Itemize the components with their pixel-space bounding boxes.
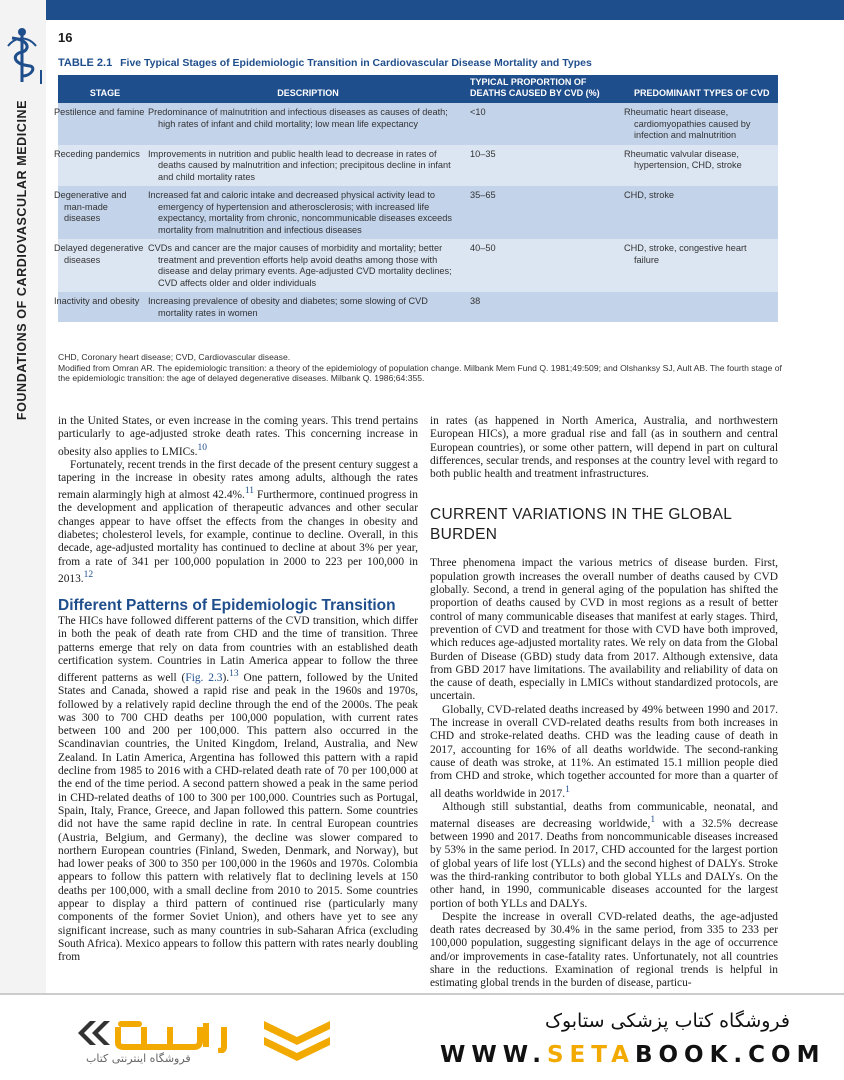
- cell-stage: Receding pandemics: [58, 145, 152, 187]
- paragraph-text: in the United States, or even increase in the coming years. This trend pertains particularly to age-adjusted stroke death rates. This concerning increase in obesity also applies to LMICs.: [58, 415, 418, 458]
- table-caption: [58, 57, 592, 69]
- page-number: 16: [58, 30, 73, 45]
- paragraph: [430, 704, 778, 801]
- heading-line: BURDEN: [430, 526, 498, 544]
- paragraph: [58, 459, 418, 586]
- cell-types: Rheumatic valvular disease, hypertension, CHD, stroke: [628, 145, 778, 187]
- cell-description: Increased fat and caloric intake and decreased physical activity lead to emergency of hypertension and atherosclerosis; with increased life expectancy, mortality from chronic, noncommunicable diseases exceeds mortality from malnutrition and infectious diseases: [152, 186, 464, 239]
- heading-line: CURRENT VARIATIONS IN THE GLOBAL: [430, 506, 733, 524]
- shop-url[interactable]: [440, 1042, 826, 1068]
- cell-description: Predominance of malnutrition and infectious diseases as causes of death; high rates of infant and child mortality; low mean life expectancy: [152, 103, 464, 145]
- caduceus-logo-icon: [2, 26, 42, 86]
- table-row: [58, 186, 778, 239]
- cell-description: Increasing prevalence of obesity and diabetes; some slowing of CVD mortality rates in women: [152, 292, 464, 322]
- citation[interactable]: 11: [244, 486, 255, 497]
- paragraph: [58, 615, 418, 965]
- paragraph: Despite the increase in overall CVD-related deaths, the age-adjusted death rates decreased by 30.4% in the same period, from 335 to 233 per 100,000 population, suggesting significant delays in the age of occurrence and/or improvements in case-fatality rates. Unfortunately, not all countries share in the reductions. Examination of regional trends is helpful in estimating global trends in the burden of disease, particu-: [430, 910, 778, 990]
- header-proportion-line1: TYPICAL PROPORTION OF: [470, 77, 587, 87]
- paragraph-text: Although still substantial, deaths from communicable, neonatal, and maternal diseases are decreasing worldwide,: [430, 800, 778, 830]
- table-title: Five Typical Stages of Epidemiologic Transition in Cardiovascular Disease Mortality and Types: [120, 57, 592, 69]
- chevron-stack-icon: [262, 1015, 332, 1065]
- paragraph-text: Furthermore, continued progress in the development and application of therapeutic advances and other secular changes appear to have offset the effects from the changes in obesity and diabetes; cholesterol levels, for example, continue to decline. Overall, in this decade, age-adjusted mortality has continued to decline at about 3% per year, from a rate of 341 per 100,000 population in 2000 to 223 per 100,000 in 2013.: [58, 489, 419, 585]
- cell-types: CHD, stroke, congestive heart failure: [628, 239, 778, 292]
- footnote-source: Modified from Omran AR. The epidemiologic transition: a theory of the epidemiology of population change. Milbank Mem Fund Q. 1981;49:509; and Olshanksy SJ, Ault AB. The fourth stage of the epidemiologic transition: the age of delayed degenerative diseases. Milbank Q. 1986;64:355.: [58, 362, 782, 384]
- shop-name: فروشگاه کتاب پزشکی ستابوک: [544, 1010, 790, 1032]
- table-row: [58, 145, 778, 187]
- cell-types: CHD, stroke: [628, 186, 778, 239]
- cell-proportion: <10: [464, 103, 628, 145]
- cell-types: [628, 292, 778, 322]
- citation[interactable]: 12: [83, 569, 94, 580]
- cell-description: Improvements in nutrition and public health lead to decrease in rates of deaths caused by malnutrition and infection; precipitous decline in infant and child mortality rates: [152, 145, 464, 187]
- side-tick: [40, 70, 42, 84]
- section-side-title-text: FOUNDATIONS OF CARDIOVASCULAR MEDICINE: [15, 99, 29, 421]
- paragraph-text: with a 32.5% decrease between 1990 and 2017. Deaths from noncommunicable diseases increased by 53% in the same period. In 2017, CHD accounted for the largest portion of global years of life lost (YLLs) and the second highest of DALYs. Stroke was the third-ranking contributor to both global YLLs and DALYs. On the other hand, in 1990, communicable diseases accounted for the largest portion of both YLLs and DALYs.: [430, 817, 778, 910]
- cell-proportion: 10–35: [464, 145, 628, 187]
- paragraph-text: Fortunately, recent trends in the first decade of the present century suggest a tapering in the increase in obesity rates among adults, although the rates remain alarmingly high at almost 42.4%.: [58, 458, 418, 502]
- footnote-abbreviations: CHD, Coronary heart disease; CVD, Cardiovascular disease.: [58, 352, 291, 362]
- epidemiologic-transition-table: [54, 75, 778, 322]
- paragraph: [430, 801, 778, 911]
- url-prefix: WWW.: [440, 1042, 547, 1068]
- cell-proportion: 38: [464, 292, 628, 322]
- top-color-bar: [0, 0, 844, 20]
- figure-link[interactable]: Fig. 2.3: [185, 671, 223, 684]
- header-description: DESCRIPTION: [152, 75, 464, 103]
- header-stage: STAGE: [58, 75, 152, 103]
- citation[interactable]: 13: [229, 669, 239, 680]
- citation[interactable]: 1: [650, 814, 656, 825]
- table-row: [58, 103, 778, 145]
- cell-types: Rheumatic heart disease, cardiomyopathies caused by infection and malnutrition: [628, 103, 778, 145]
- left-text-column: [58, 415, 418, 964]
- header-proportion: [464, 75, 628, 103]
- section-heading: [430, 505, 778, 545]
- cell-stage: Pestilence and famine: [58, 103, 152, 145]
- cell-proportion: 35–65: [464, 186, 628, 239]
- table-row: [58, 292, 778, 322]
- cell-stage: Delayed degenerative diseases: [58, 239, 152, 292]
- header-proportion-line2: DEATHS CAUSED BY CVD (%): [470, 88, 600, 98]
- right-text-column: [430, 415, 778, 991]
- url-highlight: SETA: [546, 1042, 635, 1068]
- table-row: [58, 239, 778, 292]
- paragraph: [58, 415, 418, 459]
- table-header-row: [58, 75, 778, 103]
- section-heading: Different Patterns of Epidemiologic Transition: [58, 596, 396, 614]
- citation[interactable]: 1: [565, 784, 570, 795]
- cell-proportion: 40–50: [464, 239, 628, 292]
- cell-stage: Inactivity and obesity: [58, 292, 152, 322]
- header-types: PREDOMINANT TYPES OF CVD: [628, 75, 778, 103]
- paragraph-text: The HICs have followed different patterns of the CVD transition, which differ in both the peak of death rate from CHD and the time of transition. Three patterns emerge that rely on data from countries with an established death certification system. Countries in Latin America appear to follow the three different patterns as well (: [58, 614, 418, 684]
- paragraph: in rates (as happened in North America, Australia, and northwestern European HICs), a more gradual rise and fall (as in southern and central European countries), or some other pattern, will depend in part on cultural differences, secular trends, and responses at the country level with regard to both public health and treatment infrastructures.: [430, 415, 778, 481]
- url-suffix: BOOK.COM: [634, 1042, 826, 1068]
- paragraph-text: Globally, CVD-related deaths increased by 49% between 1990 and 2017. The increase in overall CVD-related deaths results from both increases in CHD and stroke-related deaths. CHD was the leading cause of death in 2017, accounting for 16% of all deaths worldwide. The second-ranking cause of death was stroke, at 11%. An estimated 15.1 million people died from CHD and stroke, which together accounted for more than a quarter of all deaths worldwide in 2017.: [430, 703, 778, 800]
- cell-stage: Degenerative and man-made diseases: [58, 186, 152, 239]
- logo-caption: فروشگاه اینترنتی کتاب: [86, 1052, 191, 1065]
- table-footnotes: [58, 352, 788, 384]
- table-number: TABLE 2.1: [58, 57, 113, 69]
- setabook-logo-icon: [74, 1013, 254, 1053]
- citation[interactable]: 10: [197, 442, 208, 453]
- cell-description: CVDs and cancer are the major causes of morbidity and mortality; better treatment and prevention efforts help avoid deaths among those with disease and delay primary events. Age-adjusted CVD mortality declines; CVD affects older and older individuals: [152, 239, 464, 292]
- paragraph-text: ).: [222, 671, 230, 684]
- paragraph: Three phenomena impact the various metrics of disease burden. First, population growth increases the overall number of deaths caused by CVD globally. Second, a trend in general aging of the population has shifted the proportion of deaths caused by CVD in most regions as a result of better control of many communicable diseases that manifest at early stages. Third, prevention of CVD and treatment for those with CVD have both improved, which reduces age-adjusted mortality rates. We rely on data from the Global Burden of Disease (GBD) study data from 2017. Although extensive, data from GBD 2017 have limitations. The availability and reliability of data on the cause of death, especially in LMICs without standardized protocols, are uncertain.: [430, 557, 778, 703]
- paragraph-text: One pattern, followed by the United States and Canada, showed a rapid rise and peak in the 1960s and 1970s, followed by a relatively rapid decline through the end of the 2000s. The peak was 300 to 700 CHD deaths per 100,000 population, with current rates between 100 and 200 per 100,000. This pattern also occurred in the Scandinavian countries, the United Kingdom, Ireland, Australia, and New Zealand. In Latin America, Argentina has followed this pattern with a rapid decline from 1985 to 2016 with a CHD-related death rate of 70 per 100,000 at the end of the time period. A second pattern showed a peak in the same period in CHD-related deaths of 100 to 300 per 100,000. Countries such as Portugal, Spain, Italy, France, Greece, and Japan followed this pattern. Some countries did not have the same rapid decline in rate. In central European countries (Austria, Belgium, and Germany), the decline was slower compared to northern European countries (Finland, Sweden, Denmark, and Norway), but had lower peaks of 300 to 350 per 100,000 in the 1960s and 1970s. Colombia appears to follow this pattern with relatively flat to declining levels at 150 deaths per 100,000, with a small decline from 2010 to 2015. Some countries appear to display a third pattern of continued rise (particularly many components of the former Soviet Union), and others have yet to see any significant increase, such as many countries in sub-Saharan Africa (excluding South Africa). Mexico appears to follow this pattern with rates nearly doubling from: [58, 671, 418, 964]
